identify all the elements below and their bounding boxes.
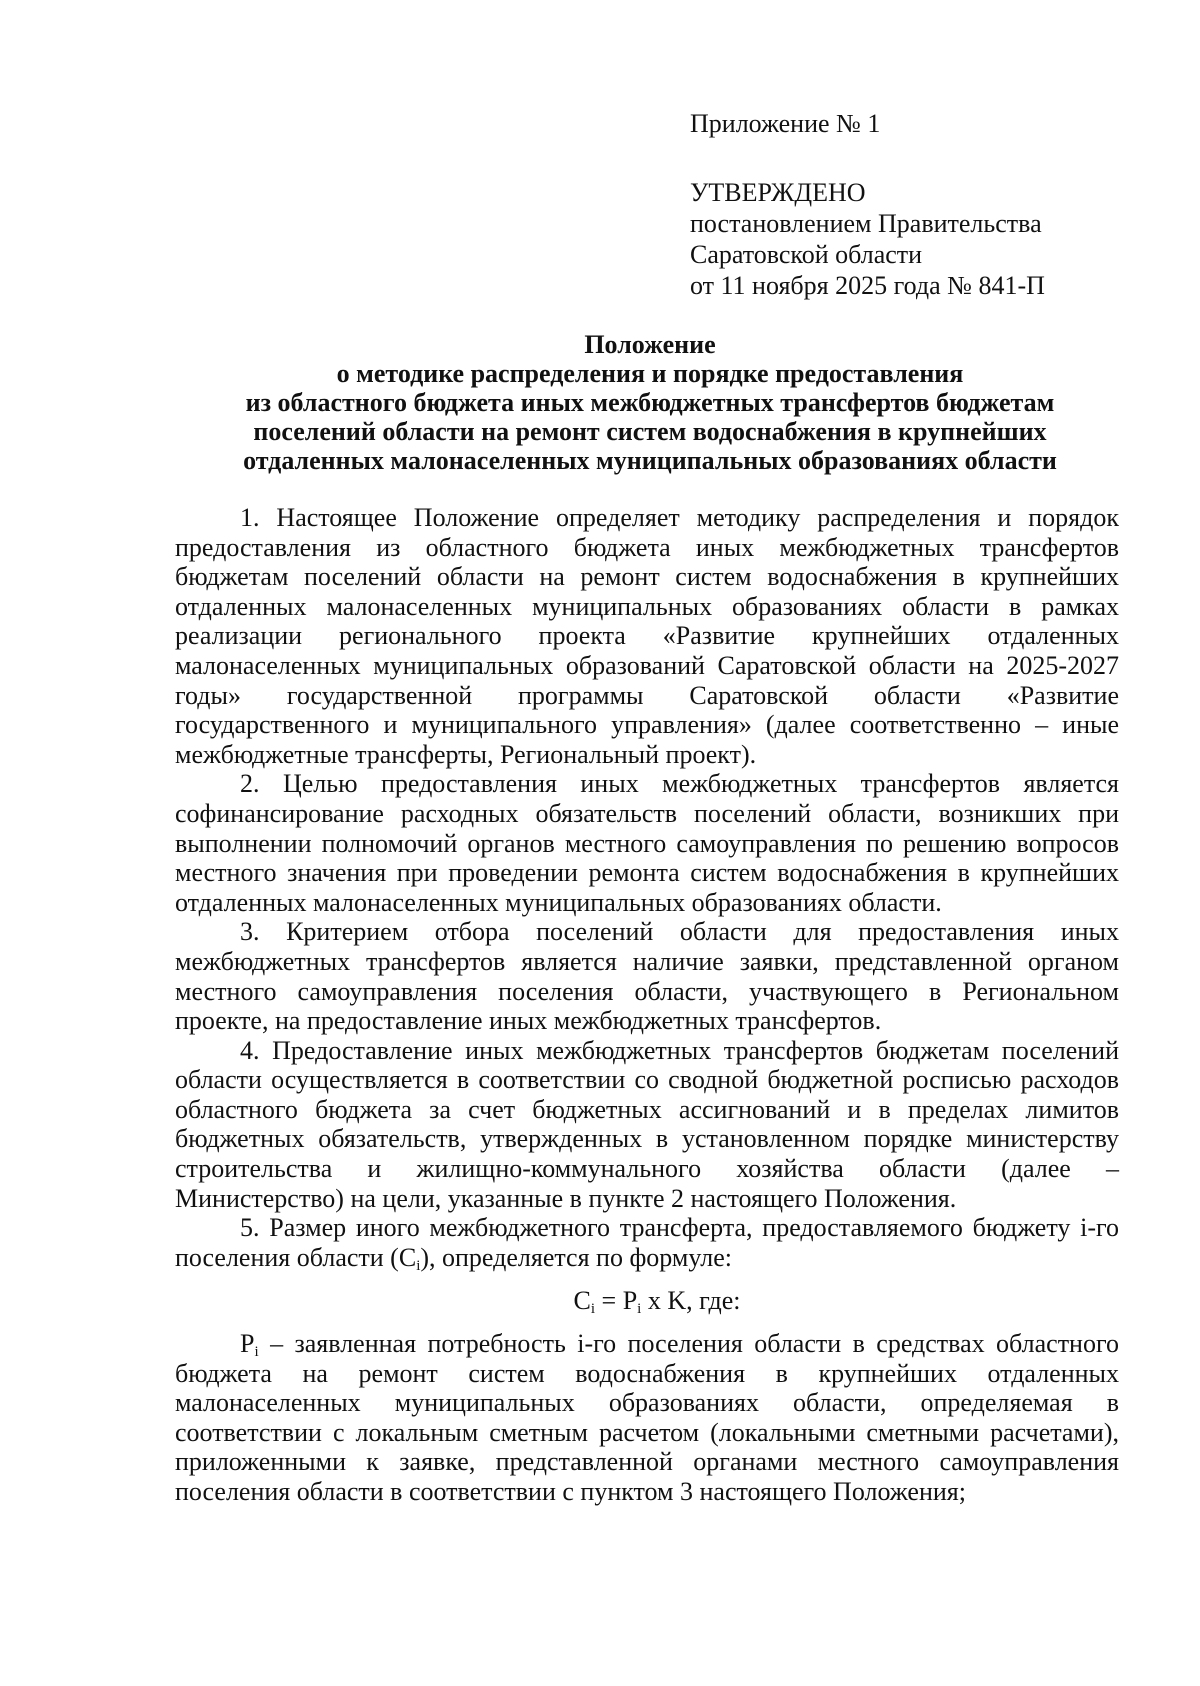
- title-line-2: о методике распределения и порядке предоставления: [336, 359, 964, 388]
- title-line-4: поселений области на ремонт систем водоснабжения в крупнейших: [253, 417, 1047, 446]
- document-title: [175, 330, 1125, 475]
- approval-line-2: Саратовской области: [690, 240, 923, 269]
- approved-label: УТВЕРЖДЕНО: [690, 178, 866, 207]
- paragraph-5-end: ), определяется по формуле:: [420, 1242, 732, 1272]
- formula-eq: = P: [595, 1286, 638, 1316]
- paragraph-3: 3. Критерием отбора поселений области для предоставления иных межбюджетных трансфертов является наличие заявки, представленной органом местного самоуправления поселения области, участвующего в Региональном проекте, на предоставление иных межбюджетных трансфертов.: [175, 917, 1119, 1036]
- paragraph-5: [175, 1213, 1119, 1272]
- paragraph-6: [175, 1329, 1119, 1507]
- formula-p-subscript: i: [637, 1301, 642, 1318]
- formula-c: C: [573, 1286, 591, 1316]
- paragraph-6-text: – заявленная потребность i-го поселения области в средствах областного бюджета на ремонт систем водоснабжения в крупнейших отдаленных малонаселенных муниципальных образованиях области, определяемая в соответствии с локальным сметным расчетом (локальными сметными расчетами), приложенными к заявке, представленной органами местного самоуправления поселения области в соответствии с пунктом 3 настоящего Положения;: [175, 1329, 1119, 1506]
- approval-line-1: постановлением Правительства: [690, 209, 1042, 238]
- formula-c-subscript: i: [590, 1301, 596, 1318]
- paragraph-6-symbol: P: [240, 1329, 255, 1359]
- title-line-1: Положение: [584, 330, 716, 359]
- formula-rest: x K, где:: [641, 1286, 741, 1316]
- approval-line-3: от 11 ноября 2025 года № 841-П: [690, 271, 1045, 300]
- title-line-3: из областного бюджета иных межбюджетных трансфертов бюджетам: [245, 388, 1055, 417]
- paragraph-5-text: 5. Размер иного межбюджетного трансферта, предоставляемого бюджету i-го поселения области (C: [175, 1213, 1119, 1272]
- approval-stamp: [690, 108, 1170, 301]
- paragraph-4: 4. Предоставление иных межбюджетных трансфертов бюджетам поселений области осуществляется в соответствии со сводной бюджетной росписью расходов областного бюджета за счет бюджетных ассигнований и в пределах лимитов бюджетных обязательств, утвержденных в установленном порядке министерству строительства и жилищно-коммунального хозяйства области (далее – Министерство) на цели, указанные в пункте 2 настоящего Положения.: [175, 1035, 1119, 1213]
- title-line-5: отдаленных малонаселенных муниципальных образованиях области: [243, 446, 1057, 475]
- document-body: [175, 503, 1119, 1507]
- paragraph-2: 2. Целью предоставления иных межбюджетных трансфертов является софинансирование расходных обязательств поселений области, возникших при выполнении полномочий органов местного самоуправления по решению вопросов местного значения при проведении ремонта систем водоснабжения в крупнейших отдаленных малонаселенных муниципальных образованиях области.: [175, 769, 1119, 917]
- paragraph-1: 1. Настоящее Положение определяет методику распределения и порядок предоставления из областного бюджета иных межбюджетных трансфертов бюджетам поселений области на ремонт систем водоснабжения в крупнейших отдаленных малонаселенных муниципальных образованиях области в рамках реализации регионального проекта «Развитие крупнейших отдаленных малонаселенных муниципальных образований Саратовской области на 2025-2027 годы» государственной программы Саратовской области «Развитие государственного и муниципального управления» (далее соответственно – иные межбюджетные трансферты, Региональный проект).: [175, 503, 1119, 769]
- formula: [175, 1286, 1119, 1316]
- annex-number: Приложение № 1: [690, 109, 881, 138]
- paragraph-5-subscript: i: [416, 1257, 421, 1274]
- paragraph-6-subscript: i: [254, 1344, 259, 1361]
